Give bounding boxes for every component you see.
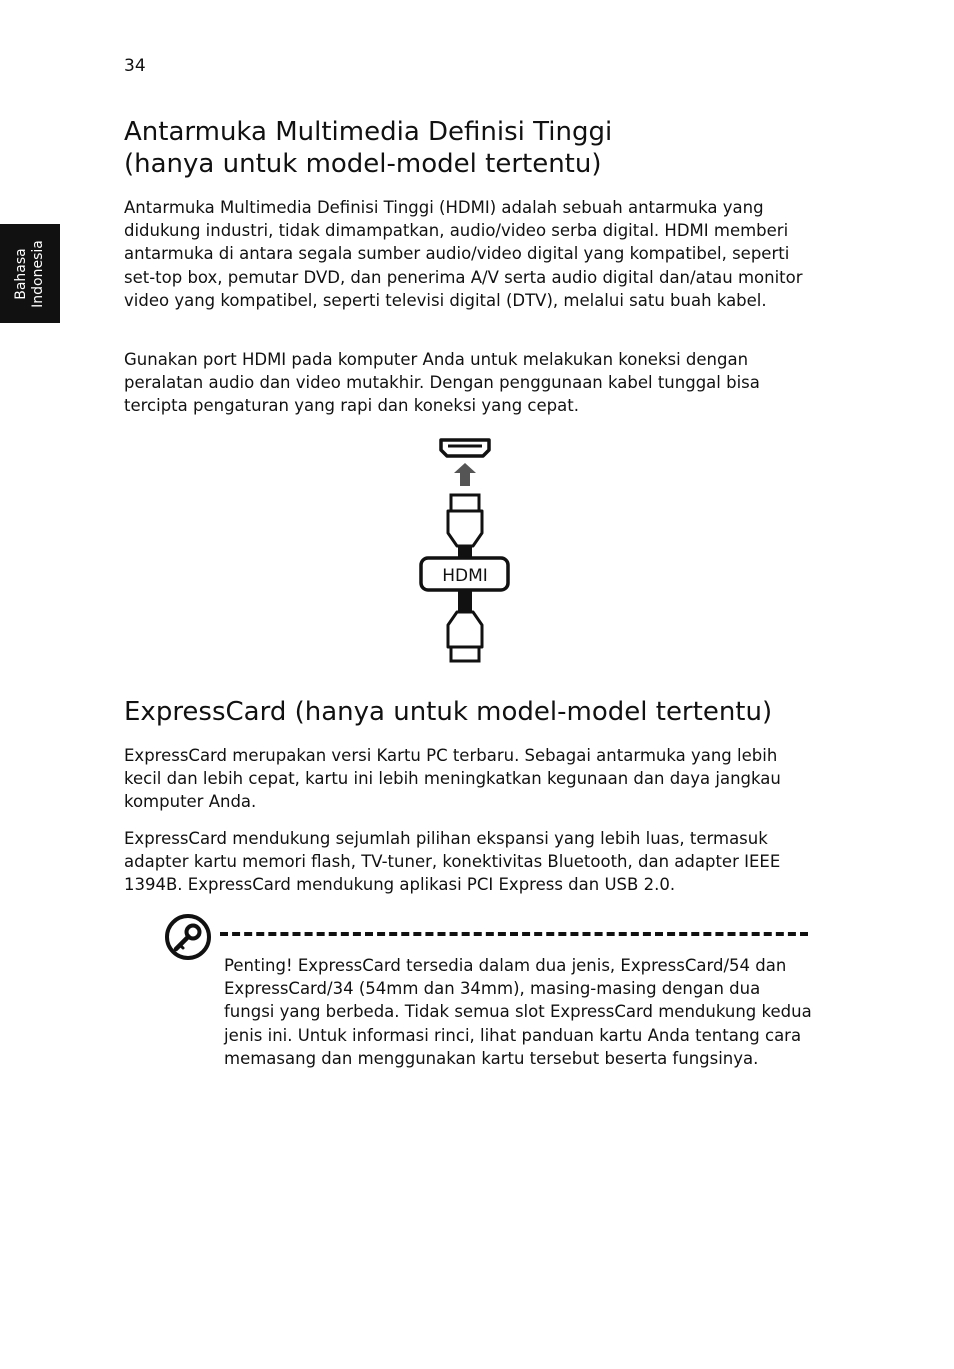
note-body [224, 954, 814, 1070]
hdmi-paragraph-1: Antarmuka Multimedia Definisi Tinggi (HDMI) adalah sebuah antarmuka yang didukung industri, tidak dimampatkan, audio/video serba digital. HDMI memberi antarmuka di antara segala sumber audio/video digital yang kompatibel, seperti set-top box, pemutar DVD, dan penerima A/V serta audio digital dan/atau monitor video yang kompatibel, seperti televisi digital (DTV), melalui satu buah kabel. [124, 198, 803, 310]
hdmi-cable-illustration [415, 434, 515, 666]
language-tab-line2: Indonesia [30, 240, 46, 308]
note-lead: Penting [224, 956, 286, 975]
note-text: ExpressCard tersedia dalam dua jenis, ExpressCard/54 dan ExpressCard/34 (54mm dan 34mm), masing-masing dengan dua fungsi yang berbeda. Tidak semua slot ExpressCard mendukung kedua jenis ini. Untuk informasi rinci, lihat panduan kartu Anda tentang cara memasang dan menggunakan kartu tersebut beserta fungsinya. [224, 956, 812, 1068]
bottom-connector-icon [448, 590, 482, 661]
top-connector-icon [448, 495, 482, 558]
insert-arrow-icon [454, 463, 476, 486]
hdmi-section-title [124, 116, 824, 180]
hdmi-port-icon [441, 440, 489, 456]
key-icon [164, 913, 212, 961]
language-tab-label [13, 240, 47, 308]
hdmi-title-line1: Antarmuka Multimedia Definisi Tinggi [124, 117, 613, 147]
expresscard-paragraph-1: ExpressCard merupakan versi Kartu PC terbaru. Sebagai antarmuka yang lebih kecil dan lebih cepat, kartu ini lebih meningkatkan kegunaan dan daya jangkau komputer Anda. [124, 746, 781, 812]
hdmi-paragraph-2: Gunakan port HDMI pada komputer Anda untuk melakukan koneksi dengan peralatan audio dan video mutakhir. Dengan penggunaan kabel tunggal bisa tercipta pengaturan yang rapi dan koneksi yang cepat. [124, 350, 760, 416]
language-tab [0, 224, 60, 323]
hdmi-label: HDMI [442, 566, 488, 586]
expresscard-section-title: ExpressCard (hanya untuk model-model tertentu) [124, 697, 773, 727]
language-tab-line1: Bahasa [13, 248, 29, 300]
hdmi-title-line2: (hanya untuk model-model tertentu) [124, 149, 602, 179]
expresscard-paragraph-2: ExpressCard mendukung sejumlah pilihan ekspansi yang lebih luas, termasuk adapter kartu memori flash, TV-tuner, konektivitas Bluetooth, dan adapter IEEE 1394B. ExpressCard mendukung aplikasi PCI Express dan USB 2.0. [124, 829, 781, 895]
page-number: 34 [124, 56, 146, 76]
note-divider [220, 932, 808, 936]
note-lead-punct: ! [285, 956, 293, 975]
